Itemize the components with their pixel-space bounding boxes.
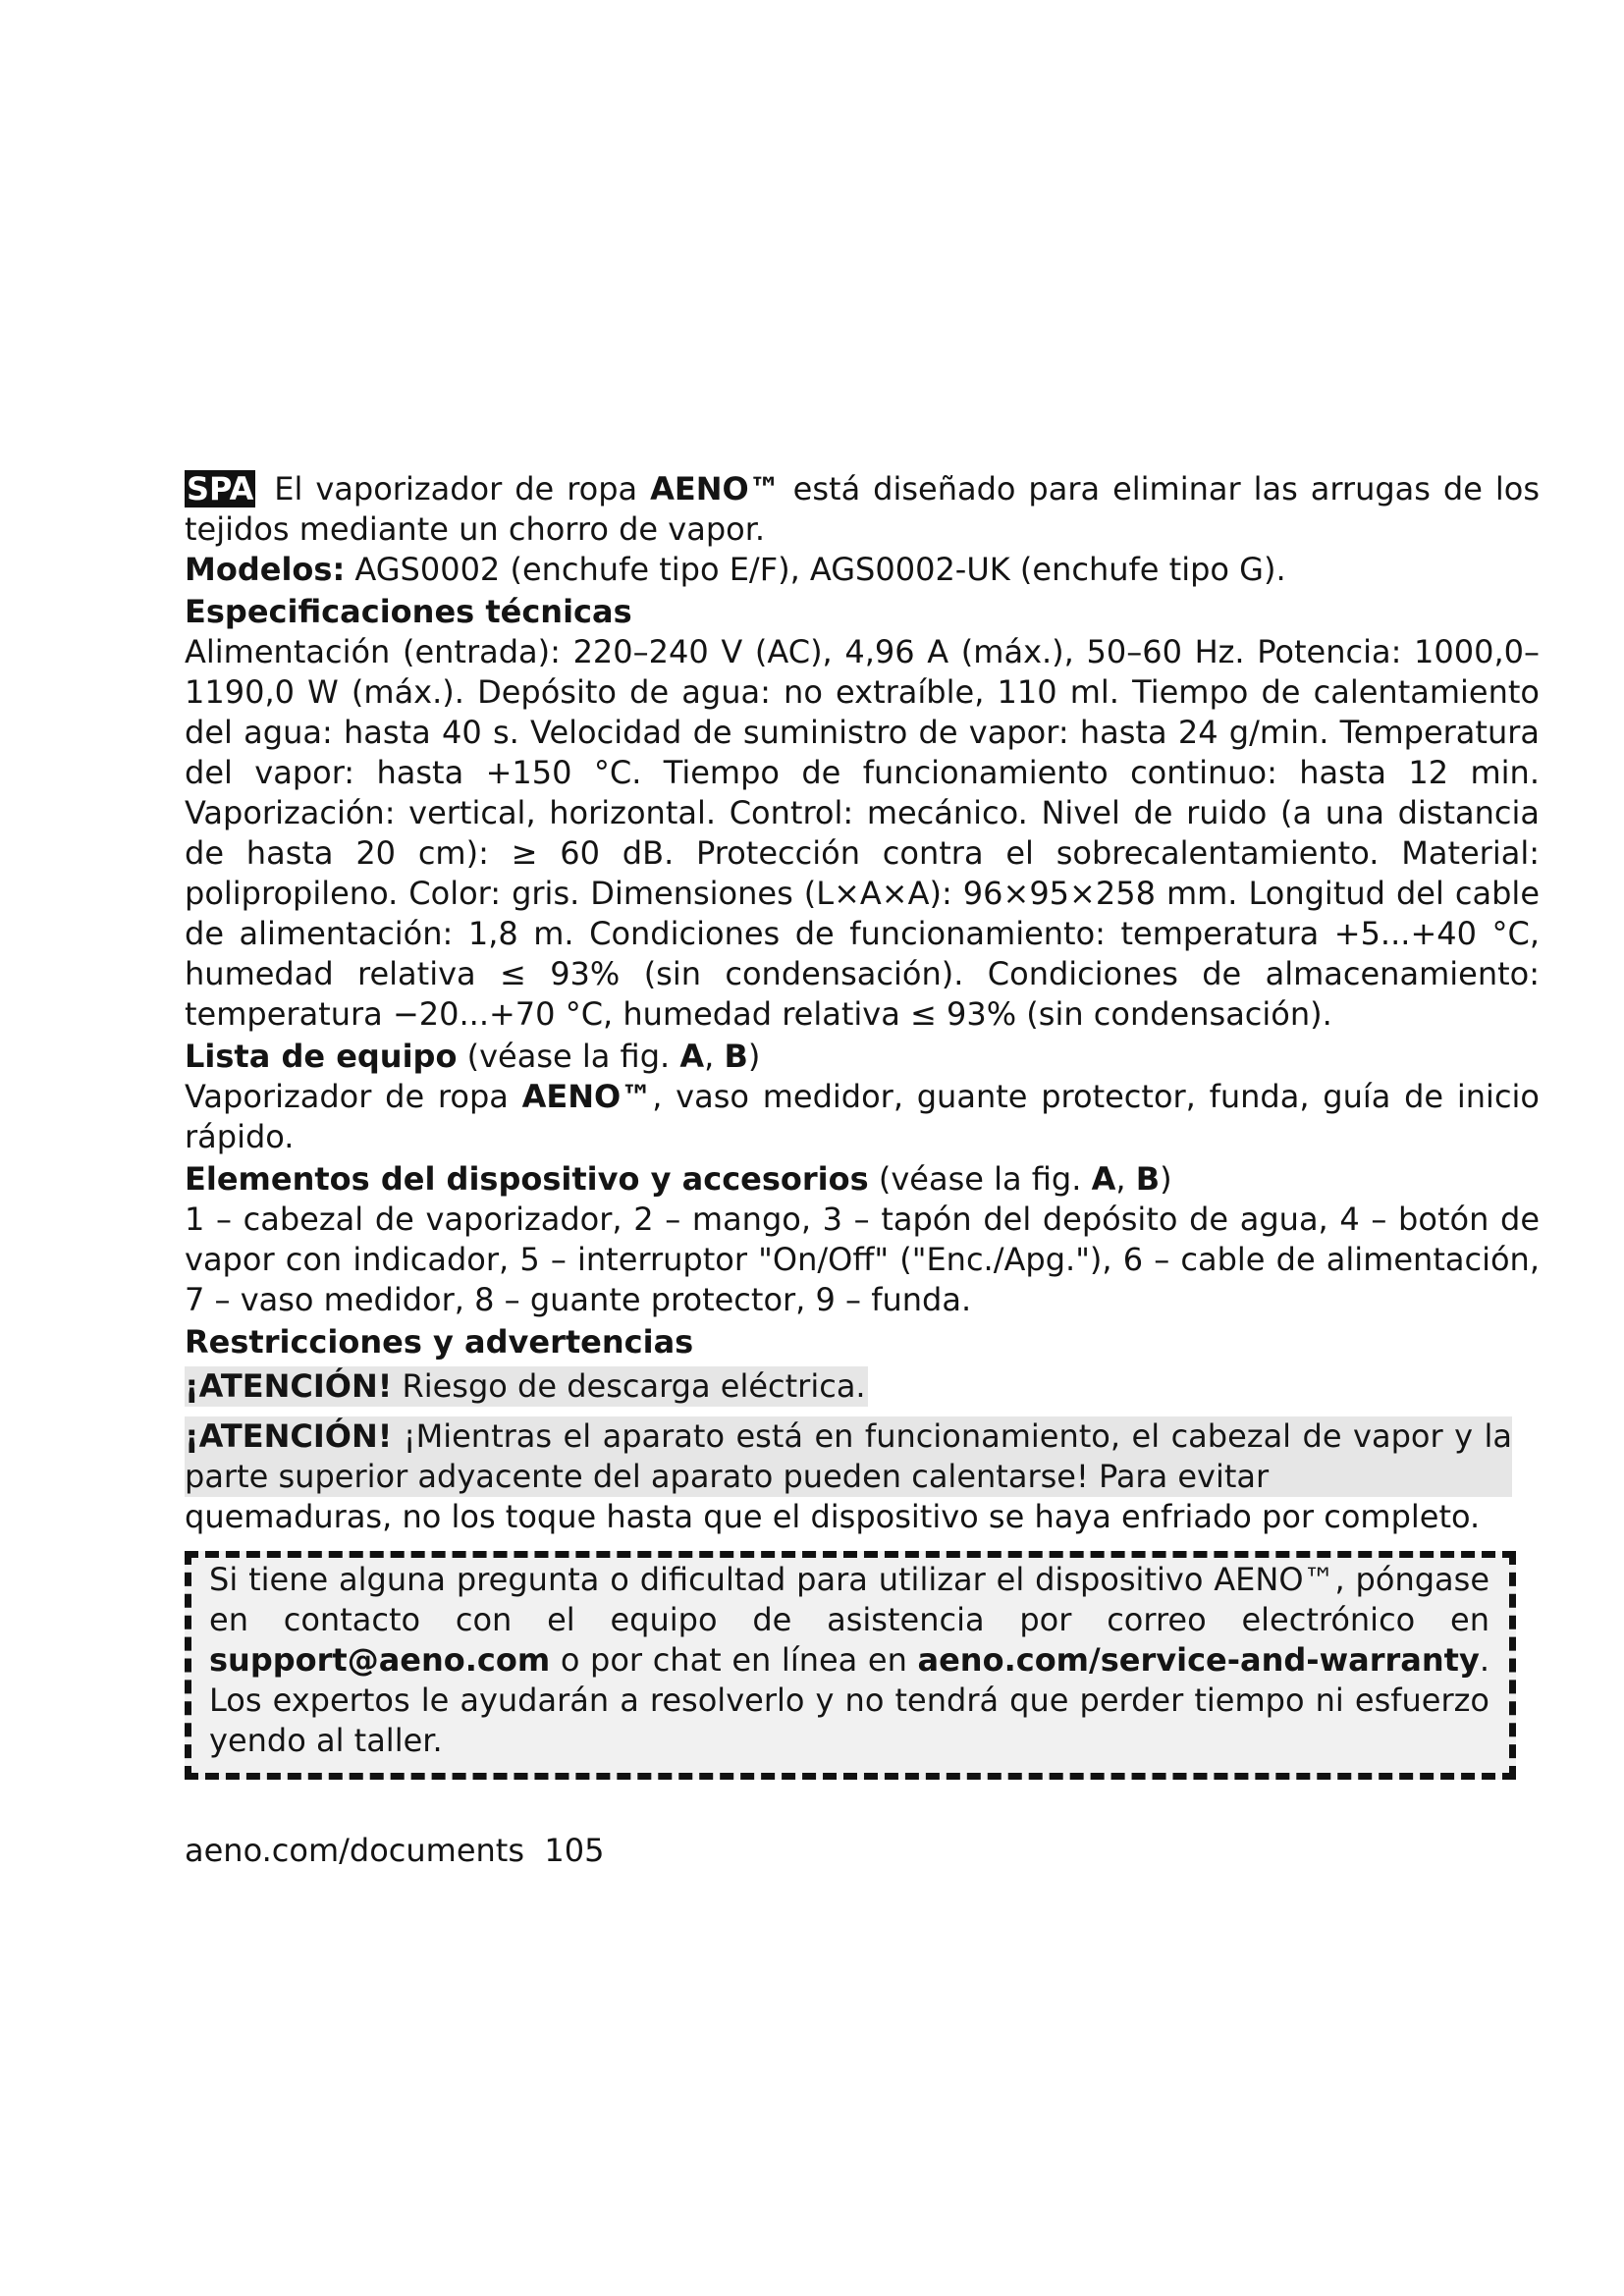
equipment-fig-sep: , — [704, 1038, 725, 1075]
equipment-fig-suffix: ) — [747, 1038, 761, 1075]
support-text-1: Si tiene alguna pregunta o dificultad para utilizar el dispositivo AENO™, póngase en contacto con el equipo de asistencia por correo electrónico en — [209, 1561, 1489, 1638]
warning-electric-shock — [185, 1366, 868, 1407]
intro-brand: AENO™ — [650, 470, 781, 507]
models-line — [185, 550, 1540, 590]
equipment-text — [185, 1077, 1540, 1157]
warning1-label: ¡ATENCIÓN! — [185, 1367, 393, 1405]
intro-text-before: El vaporizador de ropa — [261, 470, 651, 507]
equipment-brand: AENO™ — [521, 1078, 653, 1115]
equipment-fig-a: A — [679, 1038, 705, 1075]
elements-fig-a: A — [1091, 1160, 1116, 1198]
page-number: 105 — [544, 1832, 605, 1869]
warning2-text: ¡Mientras el aparato está en funcionamiento, el cabezal de vapor y la parte superior adyacente del aparato pueden calentarse! Para evitar — [185, 1417, 1512, 1495]
support-text-3: . Los expertos le ayudarán a resolverlo y no tendrá que perder tiempo ni esfuerzo yendo al taller. — [209, 1641, 1489, 1759]
models-text: AGS0002 (enchufe tipo E/F), AGS0002-UK (enchufe tipo G). — [345, 551, 1286, 588]
warning-hot-surface — [185, 1416, 1512, 1537]
elements-fig-prefix: (véase la fig. — [868, 1160, 1092, 1198]
warning1-text: Riesgo de descarga eléctrica. — [392, 1367, 866, 1405]
models-label: Modelos: — [185, 551, 346, 588]
equipment-fig-prefix: (véase la fig. — [457, 1038, 680, 1075]
elements-heading-line — [185, 1159, 1540, 1200]
support-email-link[interactable]: support@aeno.com — [209, 1641, 551, 1679]
equipment-text-after: , vaso medidor, guante protector, funda, guía de inicio rápido. — [185, 1078, 1541, 1155]
warning2-label: ¡ATENCIÓN! — [185, 1417, 393, 1455]
equipment-text-before: Vaporizador de ropa — [185, 1078, 522, 1115]
support-text-2: o por chat en línea en — [550, 1641, 918, 1679]
support-service-link[interactable]: aeno.com/service-and-warranty — [917, 1641, 1480, 1679]
footer-url[interactable]: aeno.com/documents — [185, 1832, 525, 1869]
elements-fig-suffix: ) — [1160, 1160, 1172, 1198]
intro-paragraph — [185, 469, 1540, 550]
page-footer — [185, 1832, 604, 1869]
equipment-fig-b: B — [724, 1038, 748, 1075]
restrictions-heading: Restricciones y advertencias — [185, 1323, 694, 1361]
elements-text: 1 – cabezal de vaporizador, 2 – mango, 3 – tapón del depósito de agua, 4 – botón de vapor con indicador, 5 – interruptor "On/Off" ("Enc./Apg."), 6 – cable de alimentación, 7 – vaso medidor, 8 – guante protector, 9 – funda. — [185, 1201, 1540, 1318]
warning2-last-line: quemaduras, no los toque hasta que el dispositivo se haya enfriado por completo. — [185, 1497, 1579, 1537]
elements-fig-b: B — [1135, 1160, 1161, 1198]
elements-fig-sep: , — [1115, 1160, 1136, 1198]
equipment-heading: Lista de equipo — [185, 1038, 458, 1075]
specs-text: Alimentación (entrada): 220–240 V (AC), 4,96 A (máx.), 50–60 Hz. Potencia: 1000,0–1190,0 W (máx.). Depósito de agua: no extraíble, 110 ml. Tiempo de calentamiento del agua: hasta 40 s. Velocidad de suministro de vapor: hasta 24 g/min. Temperatura del vapor: hasta +150 °C. Tiempo de funcionamiento continuo: hasta 12 min. Vaporización: vertical, horizontal. Control: mecánico. Nivel de ruido (a una distancia de hasta 20 cm): ≥ 60 dB. Protección contra el sobrecalentamiento. Material: polipropileno. Color: gris. Dimensiones (L×A×A): 96×95×258 mm. Longitud del cable de alimentación: 1,8 m. Condiciones de funcionamiento: temperatura +5...+40 °C, humedad relativa ≤ 93% (sin condensación). Condiciones de almacenamiento: temperatura −20...+70 °C, humedad relativa ≤ 93% (sin condensación). — [185, 633, 1540, 1033]
elements-heading: Elementos del dispositivo y accesorios — [185, 1160, 869, 1198]
equipment-heading-line — [185, 1037, 1540, 1077]
language-tag: SPA — [187, 470, 254, 507]
document-body — [185, 469, 1540, 1780]
specs-heading: Especificaciones técnicas — [185, 593, 632, 630]
support-box — [185, 1551, 1516, 1780]
intro-text-after: está diseñado para eliminar las arrugas de los tejidos mediante un chorro de vapor. — [185, 470, 1540, 548]
